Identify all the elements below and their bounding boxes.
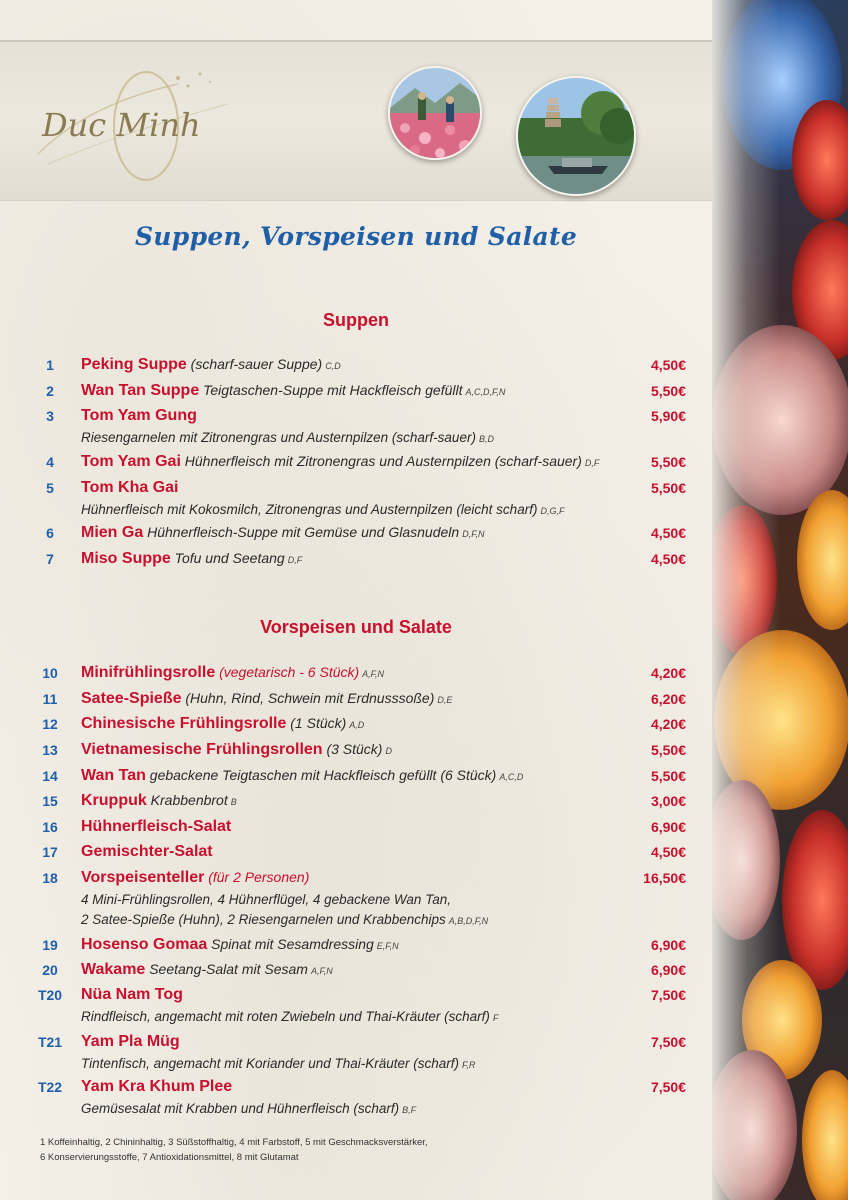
menu-item-number: 6	[46, 525, 54, 541]
menu-item-detail-line	[81, 892, 451, 907]
menu-item-price: 7,50€	[650, 987, 686, 1003]
menu-item-number: 3	[46, 408, 54, 424]
menu-item-detail-text: Gemüsesalat mit Krabben und Hühnerfleisch (scharf)	[81, 1101, 400, 1116]
menu-item-title-line	[81, 453, 616, 471]
menu-item-detail-line	[81, 502, 564, 517]
page-title: Suppen, Vorspeisen und Salate	[134, 222, 578, 251]
menu-item-number: 13	[42, 742, 58, 758]
menu-item-price: 6,20€	[650, 691, 686, 707]
header-photo-pagoda-river	[516, 76, 636, 196]
menu-item-title-line	[81, 715, 616, 733]
menu-item-title-line	[81, 690, 616, 708]
menu-item-name: Tom Yam Gai	[81, 453, 181, 470]
menu-item-name: Tom Kha Gai	[81, 479, 179, 496]
menu-item-name: Yam Kra Khum Plee	[81, 1078, 233, 1095]
menu-item-allergens: F,R	[462, 1060, 476, 1070]
menu-item-name: Tom Yam Gung	[81, 407, 197, 424]
menu-item-name: Mien Ga	[81, 524, 144, 541]
menu-item-name: Satee-Spieße	[81, 690, 182, 707]
menu-item-price: 5,90€	[650, 408, 686, 424]
menu-item-price: 7,50€	[650, 1079, 686, 1095]
menu-item-number: 19	[42, 937, 58, 953]
menu-item-price: 5,50€	[650, 480, 686, 496]
header-divider	[0, 40, 712, 42]
section-title-starters: Vorspeisen und Salate	[260, 617, 452, 637]
menu-item-allergens: B,F	[402, 1105, 417, 1115]
menu-item-price: 5,50€	[650, 742, 686, 758]
menu-item-detail-line	[81, 1056, 475, 1071]
menu-item-allergens: D,G,F	[540, 506, 565, 516]
menu-item-allergens: D,F	[287, 555, 303, 565]
menu-item-number: 18	[42, 870, 58, 886]
menu-item-name: Wakame	[81, 961, 146, 978]
menu-item-description: Teigtaschen-Suppe mit Hackfleisch gefüllt	[199, 382, 463, 398]
menu-item-price: 6,90€	[650, 962, 686, 978]
menu-item-allergens: A,F,N	[362, 669, 384, 679]
menu-item-detail-line	[81, 1009, 498, 1024]
menu-item-number: 7	[46, 551, 54, 567]
menu-item-allergens: B,D	[478, 434, 494, 444]
menu-item-title-line	[81, 664, 616, 682]
menu-item-title-line	[81, 550, 616, 568]
menu-item-number: T21	[37, 1034, 63, 1050]
menu-item-name: Vorspeisenteller	[81, 869, 205, 886]
menu-item-number: 16	[42, 819, 58, 835]
menu-item-price: 4,50€	[650, 357, 686, 373]
menu-item-name: Nüa Nam Tog	[81, 986, 183, 1003]
menu-item-price: 7,50€	[650, 1034, 686, 1050]
menu-item-name: Vietnamesische Frühlingsrollen	[81, 741, 323, 758]
menu-item-detail-line	[81, 430, 494, 445]
menu-item-name: Miso Suppe	[81, 550, 171, 567]
menu-item-detail-line	[81, 1101, 416, 1116]
menu-item-number: T20	[37, 987, 63, 1003]
menu-item-detail-text: Hühnerfleisch mit Kokosmilch, Zitronengras und Austernpilzen (leicht scharf)	[81, 502, 538, 517]
menu-item-allergens: A,C,D	[499, 772, 524, 782]
logo-text: Duc Minh	[42, 106, 201, 144]
footnote-line-1: 1 Koffeinhaltig, 2 Chininhaltig, 3 Süßstoffhaltig, 4 mit Farbstoff, 5 mit Geschmacksverstärker,	[40, 1137, 428, 1148]
menu-item-number: 10	[42, 665, 58, 681]
menu-item-title-line	[81, 524, 616, 542]
menu-item-allergens: D,E	[437, 695, 453, 705]
menu-item-name: Minifrühlingsrolle	[81, 664, 216, 681]
menu-item-number: 17	[42, 844, 58, 860]
header-photo-flower-field	[388, 66, 482, 160]
menu-item-description: (3 Stück)	[322, 741, 383, 757]
menu-item-number: T22	[37, 1079, 63, 1095]
menu-item-title-line	[81, 936, 616, 954]
menu-item-allergens: C,D	[325, 361, 341, 371]
menu-item-name: Gemischter-Salat	[81, 843, 213, 860]
menu-item-price: 6,90€	[650, 819, 686, 835]
menu-item-allergens: A,C,D,F,N	[465, 387, 506, 397]
menu-item-description: (Huhn, Rind, Schwein mit Erdnusssoße)	[181, 690, 435, 706]
menu-item-name: Yam Pla Müg	[81, 1033, 180, 1050]
menu-item-detail-text: Riesengarnelen mit Zitronengras und Austernpilzen (scharf-sauer)	[81, 430, 476, 445]
menu-item-name: Hühnerfleisch-Salat	[81, 818, 232, 835]
menu-item-description: (vegetarisch - 6 Stück)	[215, 664, 360, 680]
menu-item-price: 4,50€	[650, 844, 686, 860]
menu-item-number: 1	[46, 357, 54, 373]
menu-item-title-line	[81, 818, 616, 836]
menu-item-title-line	[81, 356, 616, 374]
menu-item-allergens: F	[492, 1013, 499, 1023]
menu-item-description: Hühnerfleisch-Suppe mit Gemüse und Glasnudeln	[143, 524, 460, 540]
section-title-soups: Suppen	[323, 310, 389, 330]
menu-item-price: 3,00€	[650, 793, 686, 809]
menu-item-title-line	[81, 1033, 616, 1051]
menu-item-price: 5,50€	[650, 383, 686, 399]
menu-item-number: 4	[46, 454, 54, 470]
menu-item-title-line	[81, 843, 616, 861]
footnote-line-2: 6 Konservierungsstoffe, 7 Antioxidationsmittel, 8 mit Glutamat	[40, 1152, 299, 1163]
menu-item-description: Krabbenbrot	[146, 792, 228, 808]
menu-item-price: 16,50€	[643, 870, 686, 886]
menu-item-name: Hosenso Gomaa	[81, 936, 208, 953]
menu-item-allergens: A,F,N	[310, 966, 333, 976]
menu-item-price: 5,50€	[650, 454, 686, 470]
menu-item-allergens: D	[385, 746, 392, 756]
menu-item-detail-text: 2 Satee-Spieße (Huhn), 2 Riesengarnelen und Krabbenchips	[81, 912, 446, 927]
menu-item-name: Peking Suppe	[81, 356, 187, 373]
menu-item-description: Seetang-Salat mit Sesam	[145, 961, 308, 977]
menu-item-description: (für 2 Personen)	[204, 869, 310, 885]
menu-item-name: Wan Tan	[81, 767, 146, 784]
menu-item-detail-text: Rindfleisch, angemacht mit roten Zwiebeln und Thai-Kräuter (scharf)	[81, 1009, 490, 1024]
menu-item-allergens: E,F,N	[376, 941, 399, 951]
menu-item-title-line	[81, 986, 616, 1004]
menu-item-name: Wan Tan Suppe	[81, 382, 200, 399]
menu-item-price: 6,90€	[650, 937, 686, 953]
menu-item-allergens: D,F	[584, 458, 600, 468]
menu-item-detail-text: 4 Mini-Frühlingsrollen, 4 Hühnerflügel, 4 gebackene Wan Tan,	[81, 892, 451, 907]
menu-item-description: gebackene Teigtaschen mit Hackfleisch gefüllt (6 Stück)	[145, 767, 497, 783]
menu-item-name: Chinesische Frühlingsrolle	[81, 715, 287, 732]
menu-item-description: Tofu und Seetang	[170, 550, 285, 566]
menu-item-title-line	[81, 479, 616, 497]
menu-item-title-line	[81, 741, 616, 759]
menu-item-title-line	[81, 869, 616, 887]
brand-logo	[28, 64, 248, 184]
menu-item-number: 11	[42, 691, 58, 707]
menu-item-allergens: D,F,N	[462, 529, 485, 539]
menu-item-allergens: A,D	[349, 720, 365, 730]
menu-item-number: 14	[42, 768, 58, 784]
menu-item-description: Spinat mit Sesamdressing	[207, 936, 374, 952]
menu-item-number: 12	[42, 716, 58, 732]
menu-item-allergens: B	[230, 797, 237, 807]
menu-item-price: 4,50€	[650, 525, 686, 541]
menu-item-detail-line	[81, 912, 488, 927]
menu-item-price: 4,20€	[650, 716, 686, 732]
menu-item-price: 5,50€	[650, 768, 686, 784]
menu-item-allergens: A,B,D,F,N	[448, 916, 489, 926]
menu-item-price: 4,20€	[650, 665, 686, 681]
menu-item-number: 20	[42, 962, 58, 978]
menu-item-description: Hühnerfleisch mit Zitronengras und Austernpilzen (scharf-sauer)	[180, 453, 582, 469]
menu-item-title-line	[81, 961, 616, 979]
menu-item-price: 4,50€	[650, 551, 686, 567]
menu-item-description: (scharf-sauer Suppe)	[186, 356, 323, 372]
menu-item-title-line	[81, 1078, 616, 1096]
lantern-photo-strip	[712, 0, 848, 1200]
menu-item-title-line	[81, 382, 616, 400]
menu-item-number: 5	[46, 480, 54, 496]
menu-item-description: (1 Stück)	[286, 715, 347, 731]
menu-item-number: 15	[42, 793, 58, 809]
menu-item-detail-text: Tintenfisch, angemacht mit Koriander und Thai-Kräuter (scharf)	[81, 1056, 460, 1071]
menu-item-name: Kruppuk	[81, 792, 147, 809]
menu-item-title-line	[81, 767, 616, 785]
menu-item-title-line	[81, 407, 616, 425]
menu-item-title-line	[81, 792, 616, 810]
menu-item-number: 2	[46, 383, 54, 399]
